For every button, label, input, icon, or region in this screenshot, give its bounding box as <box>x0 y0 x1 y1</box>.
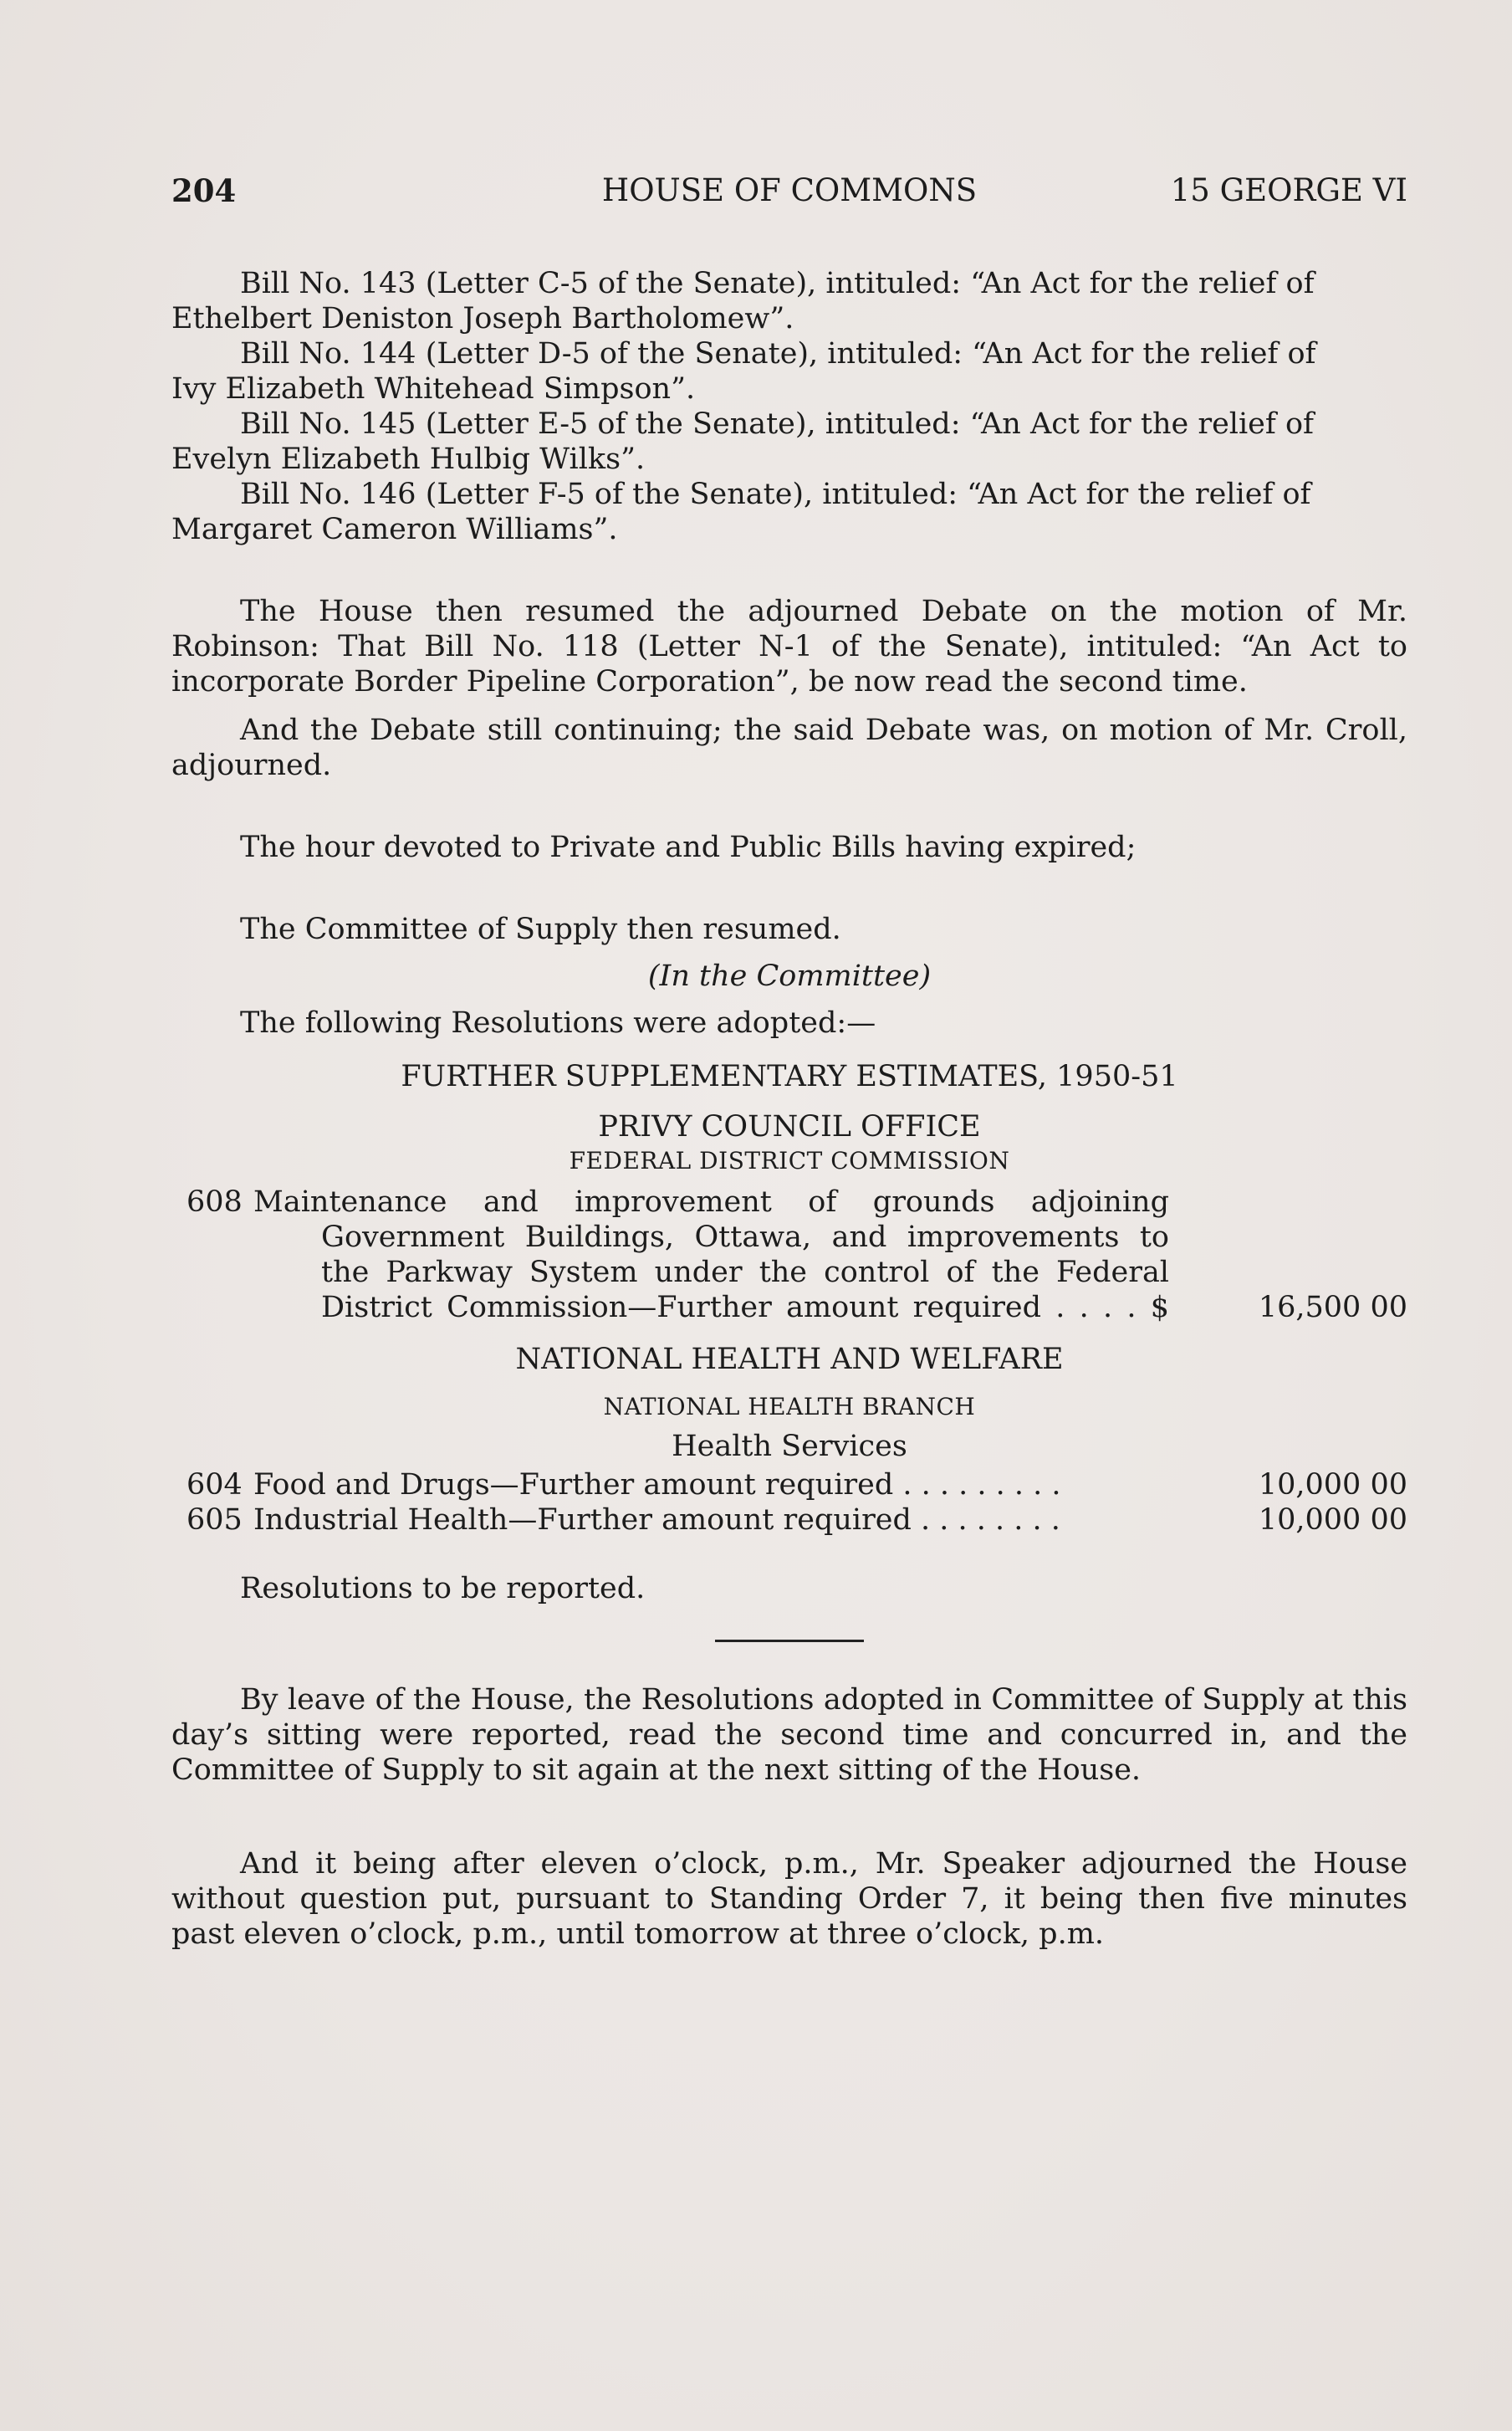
estimate-item-604 <box>171 1467 1407 1502</box>
item-number: 605 <box>186 1503 243 1537</box>
running-title: HOUSE OF COMMONS <box>601 172 978 208</box>
debate-resumed-paragraph: The House then resumed the adjourned Debate on the motion of Mr. Robinson: That Bill No. 118 (Letter N-1 of the Senate), intituled: “An Act to incorporate Border Pipeline Corporation”, be now read the second time. <box>171 595 1407 699</box>
item-amount: 10,000 00 <box>1258 1503 1407 1537</box>
item-description: Maintenance and improvement of grounds adjoining Government Buildings, Ottawa, and improvements to the Parkway System under the control of the Federal District Commission—Further amount required . . . . $ <box>253 1185 1169 1324</box>
regnal-year: 15 GEORGE VI <box>1170 172 1407 208</box>
estimate-item-608 <box>171 1185 1407 1325</box>
bill-entry-143: Bill No. 143 (Letter C-5 of the Senate), intituled: “An Act for the relief of Ethelbert Deniston Joseph Bartholomew”. <box>171 267 1315 335</box>
in-committee-heading: (In the Committee) <box>647 960 932 993</box>
item-description: Food and Drugs—Further amount required . . . . . . . . . <box>253 1468 1061 1502</box>
bill-list <box>171 266 1407 547</box>
national-health-subheading: NATIONAL HEALTH BRANCH <box>603 1393 976 1420</box>
page-number: 204 <box>171 172 237 209</box>
item-number: 604 <box>186 1468 243 1502</box>
estimate-item-605 <box>171 1502 1407 1538</box>
resolutions-adopted-paragraph: The following Resolutions were adopted:— <box>240 1006 876 1040</box>
item-amount: 10,000 00 <box>1258 1468 1407 1502</box>
privy-council-heading: PRIVY COUNCIL OFFICE <box>598 1110 981 1144</box>
committee-resumed-paragraph: The Committee of Supply then resumed. <box>240 913 841 946</box>
item-description: Industrial Health—Further amount required . . . . . . . . <box>253 1503 1060 1537</box>
bill-entry-145: Bill No. 145 (Letter E-5 of the Senate), intituled: “An Act for the relief of Evelyn Elizabeth Hulbig Wilks”. <box>171 407 1314 476</box>
resolutions-reported-paragraph: Resolutions to be reported. <box>240 1572 646 1605</box>
adjournment-paragraph: And it being after eleven o’clock, p.m., Mr. Speaker adjourned the House without question put, pursuant to Standing Order 7, it being then five minutes past eleven o’clock, p.m., until tomorrow at three o’clock, p.m. <box>171 1847 1407 1951</box>
item-amount: 16,500 00 <box>1258 1291 1407 1324</box>
bill-entry-146: Bill No. 146 (Letter F-5 of the Senate), intituled: “An Act for the relief of Margaret Cameron Williams”. <box>171 478 1311 546</box>
debate-adjourned-paragraph: And the Debate still continuing; the said Debate was, on motion of Mr. Croll, adjourned. <box>171 714 1407 782</box>
federal-district-subheading: FEDERAL DISTRICT COMMISSION <box>569 1147 1010 1175</box>
item-number: 608 <box>186 1185 243 1219</box>
bill-entry-144: Bill No. 144 (Letter D-5 of the Senate), intituled: “An Act for the relief of Ivy Elizabeth Whitehead Simpson”. <box>171 337 1316 406</box>
page-header <box>171 172 1407 214</box>
page-body <box>171 266 1407 1952</box>
health-welfare-heading: NATIONAL HEALTH AND WELFARE <box>515 1343 1064 1376</box>
estimates-title: FURTHER SUPPLEMENTARY ESTIMATES, 1950-51 <box>401 1060 1178 1093</box>
by-leave-paragraph: By leave of the House, the Resolutions adopted in Committee of Supply at this day’s sitting were reported, read the second time and concurred in, and the Committee of Supply to sit again at the next sitting of the House. <box>171 1683 1407 1787</box>
hour-expired-paragraph: The hour devoted to Private and Public Bills having expired; <box>240 831 1137 864</box>
health-services-subheading: Health Services <box>672 1430 907 1463</box>
